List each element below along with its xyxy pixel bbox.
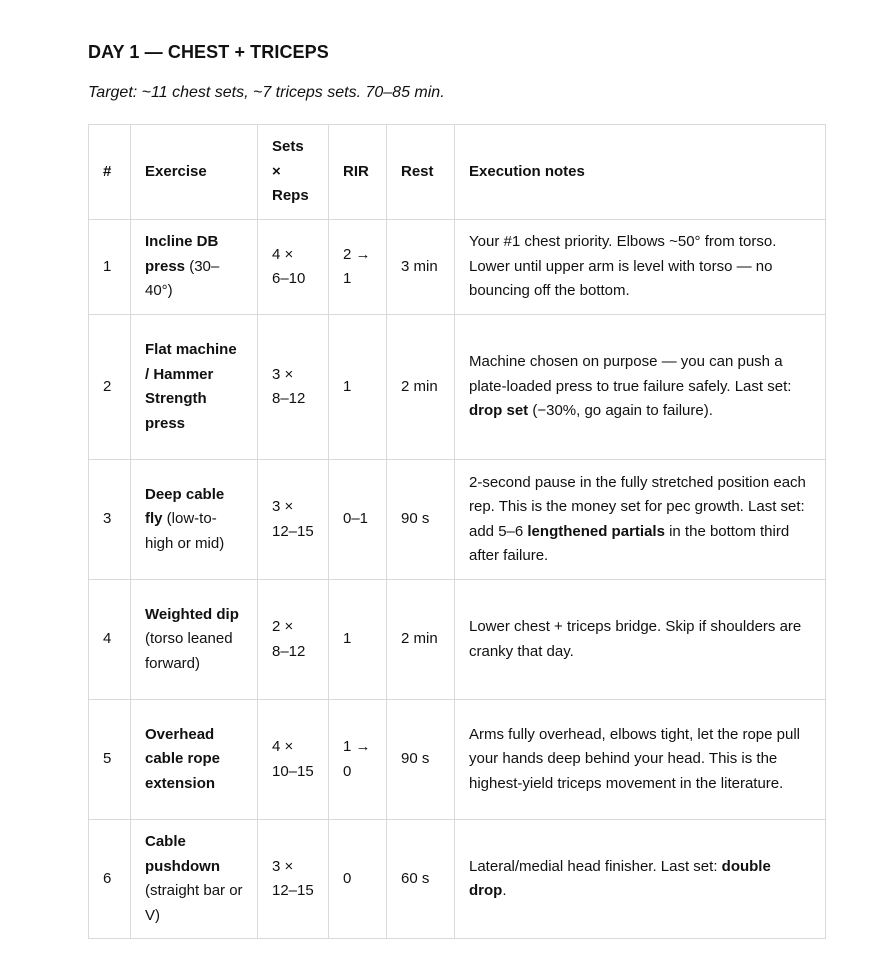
rir-cell: 0–1 xyxy=(329,460,387,580)
rest-cell: 60 s xyxy=(387,820,455,939)
header-rir: RIR xyxy=(329,125,387,220)
notes-cell xyxy=(455,220,826,315)
notes-text-end: . xyxy=(502,882,507,899)
exercise-cell xyxy=(131,460,258,580)
table-row xyxy=(89,700,826,820)
notes-emphasis: double drop xyxy=(469,857,771,899)
notes-cell xyxy=(455,580,826,700)
notes-cell xyxy=(455,315,826,460)
header-rest: Rest xyxy=(387,125,455,220)
exercise-name: Flat machine / Hammer Strength press xyxy=(145,341,237,432)
notes-emphasis: drop set xyxy=(469,402,529,420)
exercise-name: Weighted dip xyxy=(145,605,239,623)
exercise-cell xyxy=(131,820,258,939)
header-notes: Execution notes xyxy=(455,125,826,220)
header-exercise: Exercise xyxy=(131,125,258,220)
sets-reps-cell: 4 × 6–10 xyxy=(258,220,329,315)
rest-cell: 90 s xyxy=(387,460,455,580)
header-sets-reps: Sets × Reps xyxy=(258,125,329,220)
row-num: 2 xyxy=(89,315,131,460)
sets-reps-cell: 3 × 8–12 xyxy=(258,315,329,460)
exercise-name: Incline DB press xyxy=(145,233,219,275)
page-title: DAY 1 — CHEST + TRICEPS xyxy=(88,42,329,62)
table-header-row xyxy=(89,125,826,220)
notes-text: Arms fully overhead, elbows tight, let the rope pull your hands deep behind your head. This is the highest-yield triceps movement in the literature. xyxy=(469,725,801,792)
table-row xyxy=(89,220,826,315)
rir-cell: 0 xyxy=(329,820,387,939)
exercise-cell xyxy=(131,700,258,820)
table-row xyxy=(89,460,826,580)
exercise-detail: (straight bar or V) xyxy=(145,882,243,924)
workout-document xyxy=(88,38,828,924)
row-num: 4 xyxy=(89,580,131,700)
header-num: # xyxy=(89,125,131,220)
notes-text-end: in the bottom third after failure. xyxy=(469,522,790,564)
sets-reps-cell: 3 × 12–15 xyxy=(258,460,329,580)
rest-cell: 90 s xyxy=(387,700,455,820)
rir-cell: 1 → 0 xyxy=(329,700,387,820)
rest-cell: 2 min xyxy=(387,315,455,460)
notes-cell xyxy=(455,700,826,820)
notes-text-end: (−30%, go again to failure). xyxy=(528,402,713,420)
table-row xyxy=(89,820,826,939)
target-summary: Target: ~11 chest sets, ~7 triceps sets. 70–85 min. xyxy=(88,84,445,101)
exercise-detail: (30–40°) xyxy=(145,257,220,300)
notes-text: Lateral/medial head finisher. Last set: xyxy=(469,857,722,875)
exercise-detail: (low-to-high or mid) xyxy=(145,510,225,552)
exercise-table xyxy=(88,124,826,939)
sets-reps-cell: 2 × 8–12 xyxy=(258,580,329,700)
notes-cell xyxy=(455,460,826,580)
row-num: 3 xyxy=(89,460,131,580)
exercise-cell xyxy=(131,220,258,315)
row-num: 6 xyxy=(89,820,131,939)
table-row xyxy=(89,315,826,460)
notes-cell xyxy=(455,820,826,939)
sets-reps-cell: 3 × 12–15 xyxy=(258,820,329,939)
table-row xyxy=(89,580,826,700)
exercise-name: Deep cable fly xyxy=(145,485,225,528)
rir-cell: 1 xyxy=(329,580,387,700)
notes-text: Your #1 chest priority. Elbows ~50° from torso. Lower until upper arm is level with torso — no bouncing off the bottom. xyxy=(469,233,777,300)
notes-text: 2-second pause in the fully stretched position each rep. This is the money set for pec growth. Last set: add 5–6 xyxy=(469,473,806,540)
row-num: 5 xyxy=(89,700,131,820)
notes-emphasis: lengthened partials xyxy=(527,522,665,540)
rest-cell: 2 min xyxy=(387,580,455,700)
row-num: 1 xyxy=(89,220,131,315)
exercise-name: Overhead cable rope extension xyxy=(145,725,221,792)
rir-cell: 2 → 1 xyxy=(329,220,387,315)
exercise-cell xyxy=(131,580,258,700)
exercise-cell xyxy=(131,315,258,460)
notes-text: Machine chosen on purpose — you can push a plate-loaded press to true failure safely. Last set: xyxy=(469,353,792,395)
exercise-name: Cable pushdown xyxy=(145,833,220,875)
rest-cell: 3 min xyxy=(387,220,455,315)
exercise-detail: (torso leaned forward) xyxy=(145,630,233,672)
notes-text: Lower chest + triceps bridge. Skip if shoulders are cranky that day. xyxy=(469,618,802,660)
rir-cell: 1 xyxy=(329,315,387,460)
sets-reps-cell: 4 × 10–15 xyxy=(258,700,329,820)
